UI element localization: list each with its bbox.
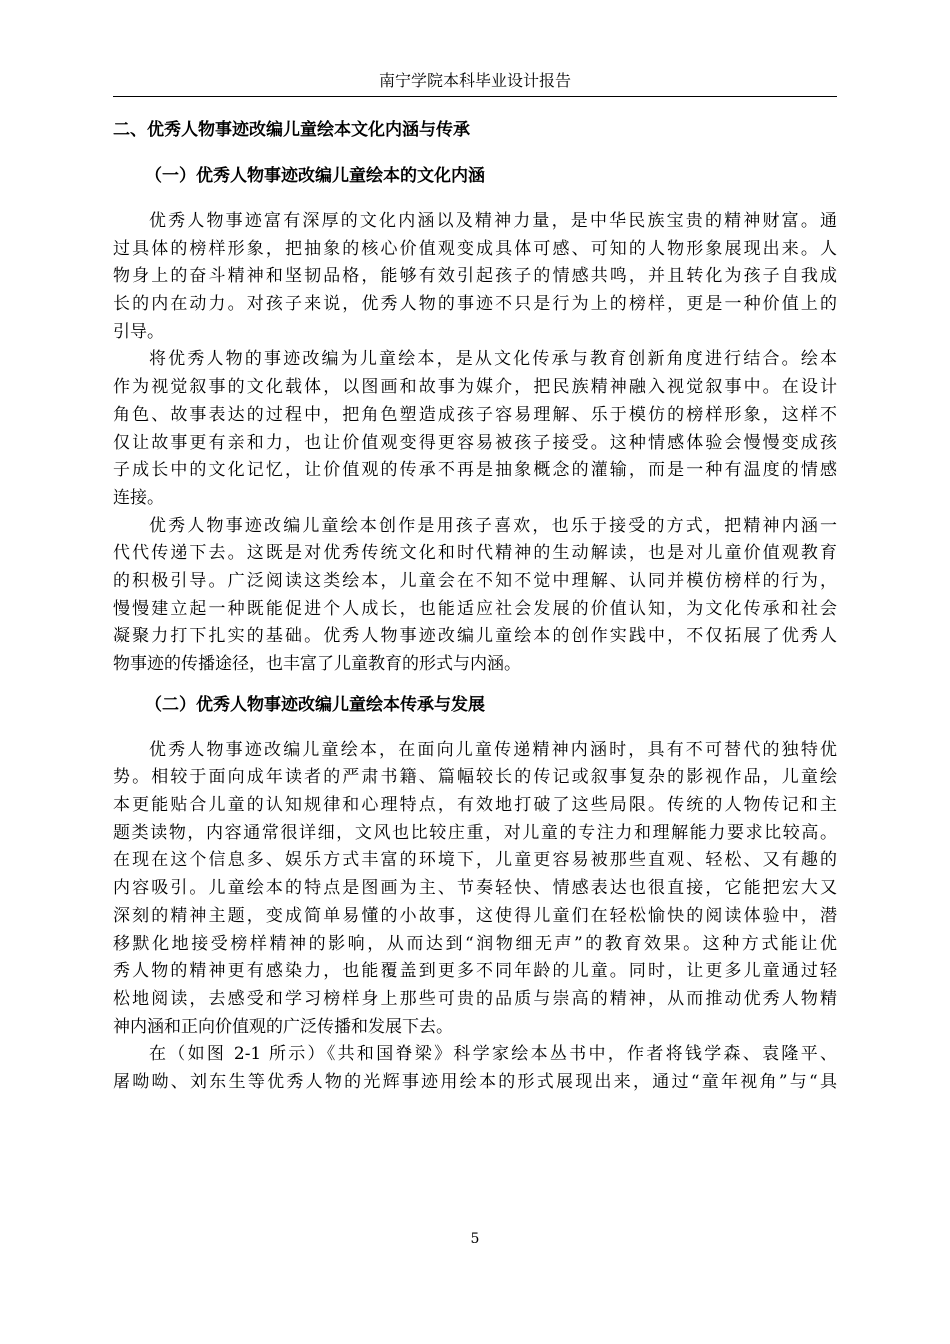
paragraph-line: 连接。 [113,487,164,508]
paragraph-line: 深刻的精神主题，变成简单易懂的小故事，这使得儿童们在轻松愉快的阅读体验中，潜 [113,905,837,926]
subsection-heading-2: （二）优秀人物事迹改编儿童绘本传承与发展 [145,694,485,715]
page-header-title: 南宁学院本科毕业设计报告 [378,71,571,90]
subsection-heading-1: （一）优秀人物事迹改编儿童绘本的文化内涵 [145,166,485,186]
paragraph-line: 移默化地接受榜样精神的影响，从而达到“润物细无声”的教育效果。这种方式能让优 [113,933,837,954]
paragraph-line: 引导。 [113,321,164,342]
paragraph-line: 题类读物，内容通常很详细，文风也比较庄重，对儿童的专注力和理解能力要求比较高。 [113,822,837,843]
paragraph-line: 角色、故事表达的过程中，把角色塑造成孩子容易理解、乐于模仿的榜样形象，这样不 [113,404,837,425]
paragraph-line: 松地阅读，去感受和学习榜样身上那些可贵的品质与崇高的精神，从而推动优秀人物精 [113,988,837,1009]
paragraph-line: 在（如图 2-1 所示）《共和国脊梁》科学家绘本丛书中，作者将钱学森、袁隆平、 [149,1044,837,1065]
paragraph-line: 优秀人物事迹改编儿童绘本创作是用孩子喜欢，也乐于接受的方式，把精神内涵一 [149,515,837,536]
paragraph-line: 代代传递下去。这既是对优秀传统文化和时代精神的生动解读，也是对儿童价值观教育 [113,543,837,564]
document-body [113,116,837,1097]
paragraph-line: 秀人物的精神更有感染力，也能覆盖到更多不同年龄的儿童。同时，让更多儿童通过轻 [113,961,837,982]
paragraph [113,346,837,512]
paragraph-line: 作为视觉叙事的文化载体，以图画和故事为媒介，把民族精神融入视觉叙事中。在设计 [113,377,837,398]
paragraph-line: 优秀人物事迹富有深厚的文化内涵以及精神力量，是中华民族宝贵的精神财富。通 [149,211,837,231]
paragraph [113,1041,837,1096]
paragraph-line: 物事迹的传播途径，也丰富了儿童教育的形式与内涵。 [113,654,521,674]
paragraph [113,737,837,1042]
paragraph-line: 物身上的奋斗精神和坚韧品格，能够有效引起孩子的情感共鸣，并且转化为孩子自我成 [113,266,837,287]
paragraph-line: 将优秀人物的事迹改编为儿童绘本，是从文化传承与教育创新角度进行结合。绘本 [149,349,837,370]
paragraph-line: 仅让故事更有亲和力，也让价值观变得更容易被孩子接受。这种情感体验会慢慢变成孩 [113,432,837,453]
paragraph-line: 慢慢建立起一种既能促进个人成长，也能适应社会发展的价值认知，为文化传承和社会 [113,598,837,619]
paragraph-line: 优秀人物事迹改编儿童绘本，在面向儿童传递精神内涵时，具有不可替代的独特优 [149,739,837,760]
paragraph-line: 内容吸引。儿童绘本的特点是图画为主、节奏轻快、情感表达也很直接，它能把宏大又 [113,878,837,899]
paragraph-line: 神内涵和正向价值观的广泛传播和发展下去。 [113,1016,453,1037]
paragraph-line: 势。相较于面向成年读者的严肃书籍、篇幅较长的传记或叙事复杂的影视作品，儿童绘 [113,767,837,788]
paragraph-line: 屠呦呦、刘东生等优秀人物的光辉事迹用绘本的形式展现出来，通过“童年视角”与“具 [113,1071,837,1092]
paragraph-line: 子成长中的文化记忆，让价值观的传承不再是抽象概念的灌输，而是一种有温度的情感 [113,460,837,481]
paragraph-line: 长的内在动力。对孩子来说，优秀人物的事迹不只是行为上的榜样，更是一种价值上的 [113,294,837,315]
paragraph [113,513,837,679]
section-heading: 二、优秀人物事迹改编儿童绘本文化内涵与传承 [113,120,470,140]
paragraph-line: 的积极引导。广泛阅读这类绘本，儿童会在不知不觉中理解、认同并模仿榜样的行为， [113,570,837,591]
paragraph [113,208,837,346]
paragraph-line: 在现在这个信息多、娱乐方式丰富的环境下，儿童更容易被那些直观、轻松、又有趣的 [113,850,837,871]
paragraph-line: 凝聚力打下扎实的基础。优秀人物事迹改编儿童绘本的创作实践中，不仅拓展了优秀人 [113,626,837,647]
paragraph-line: 本更能贴合儿童的认知规律和心理特点，有效地打破了这些局限。传统的人物传记和主 [113,795,837,816]
header-divider [113,96,837,97]
paragraph-line: 过具体的榜样形象，把抽象的核心价值观变成具体可感、可知的人物形象展现出来。人 [113,238,837,259]
section-spacer [113,679,837,691]
page-number: 5 [470,1231,480,1247]
